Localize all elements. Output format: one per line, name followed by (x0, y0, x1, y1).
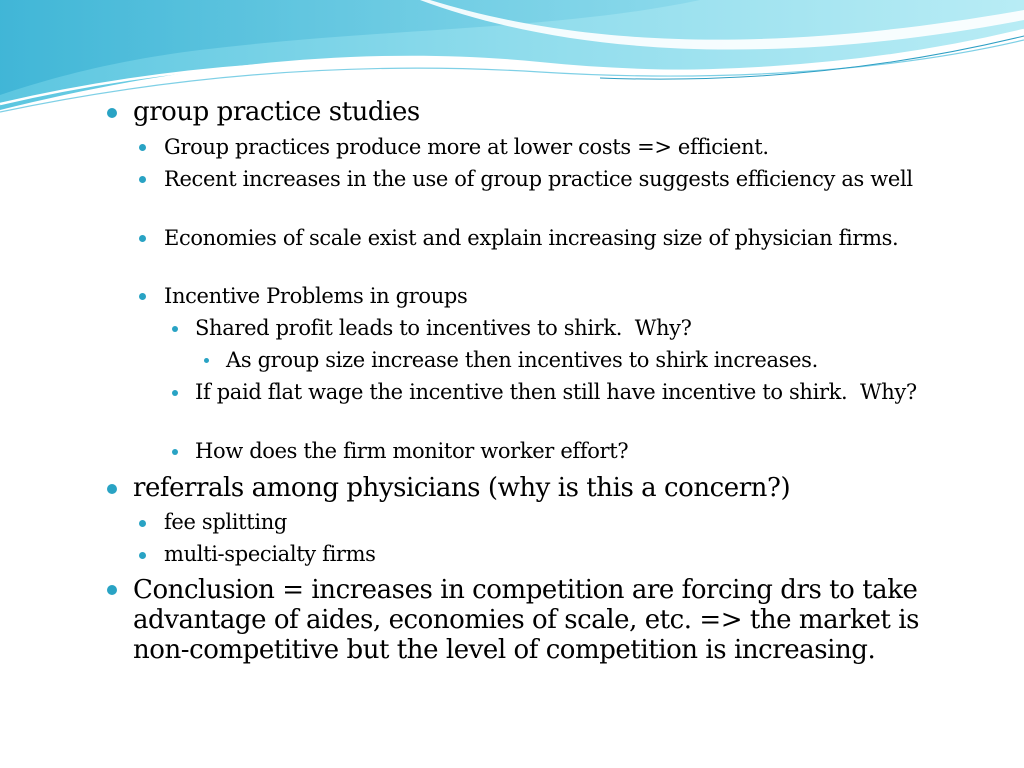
bullet-level2-item: Group practices produce more at lower costs => efficient. (164, 135, 769, 159)
bullet-level1-referrals: referrals among physicians (why is this a concern?) (133, 473, 791, 503)
bullet-level1-group-practice: group practice studies (133, 97, 420, 127)
bullet-dot-icon (139, 144, 146, 151)
bullet-dot-icon (139, 293, 146, 300)
bullet-dot-icon (139, 520, 146, 527)
bullet-dot-icon (172, 390, 178, 396)
bullet-dot-icon (204, 358, 209, 363)
bullet-level3-item: How does the firm monitor worker effort? (195, 439, 629, 463)
bullet-dot-icon (139, 235, 146, 242)
bullet-level2-item: Economies of scale exist and explain increasing size of physician firms. (164, 226, 899, 250)
bullet-dot-icon (139, 552, 146, 559)
bullet-level2-item: Recent increases in the use of group practice suggests efficiency as well (164, 167, 913, 191)
bullet-dot-icon (107, 484, 117, 494)
bullet-level2-item: multi-specialty firms (164, 542, 376, 566)
bullet-level4-item: As group size increase then incentives to shirk increases. (226, 348, 818, 372)
bullet-level3-item: Shared profit leads to incentives to shirk. Why? (195, 316, 692, 340)
bullet-dot-icon (172, 326, 178, 332)
bullet-level1-conclusion: Conclusion = increases in competition are forcing drs to take advantage of aides, economies of scale, etc. => the market is non-competitive but the level of competition is increasing. (133, 575, 927, 665)
bullet-dot-icon (107, 108, 117, 118)
bullet-level2-item: fee splitting (164, 510, 287, 534)
bullet-level3-item: If paid flat wage the incentive then still have incentive to shirk. Why? (195, 380, 917, 404)
bullet-level2-item: Incentive Problems in groups (164, 284, 468, 308)
bullet-dot-icon (107, 585, 117, 595)
bullet-dot-icon (172, 449, 178, 455)
bullet-dot-icon (139, 176, 146, 183)
